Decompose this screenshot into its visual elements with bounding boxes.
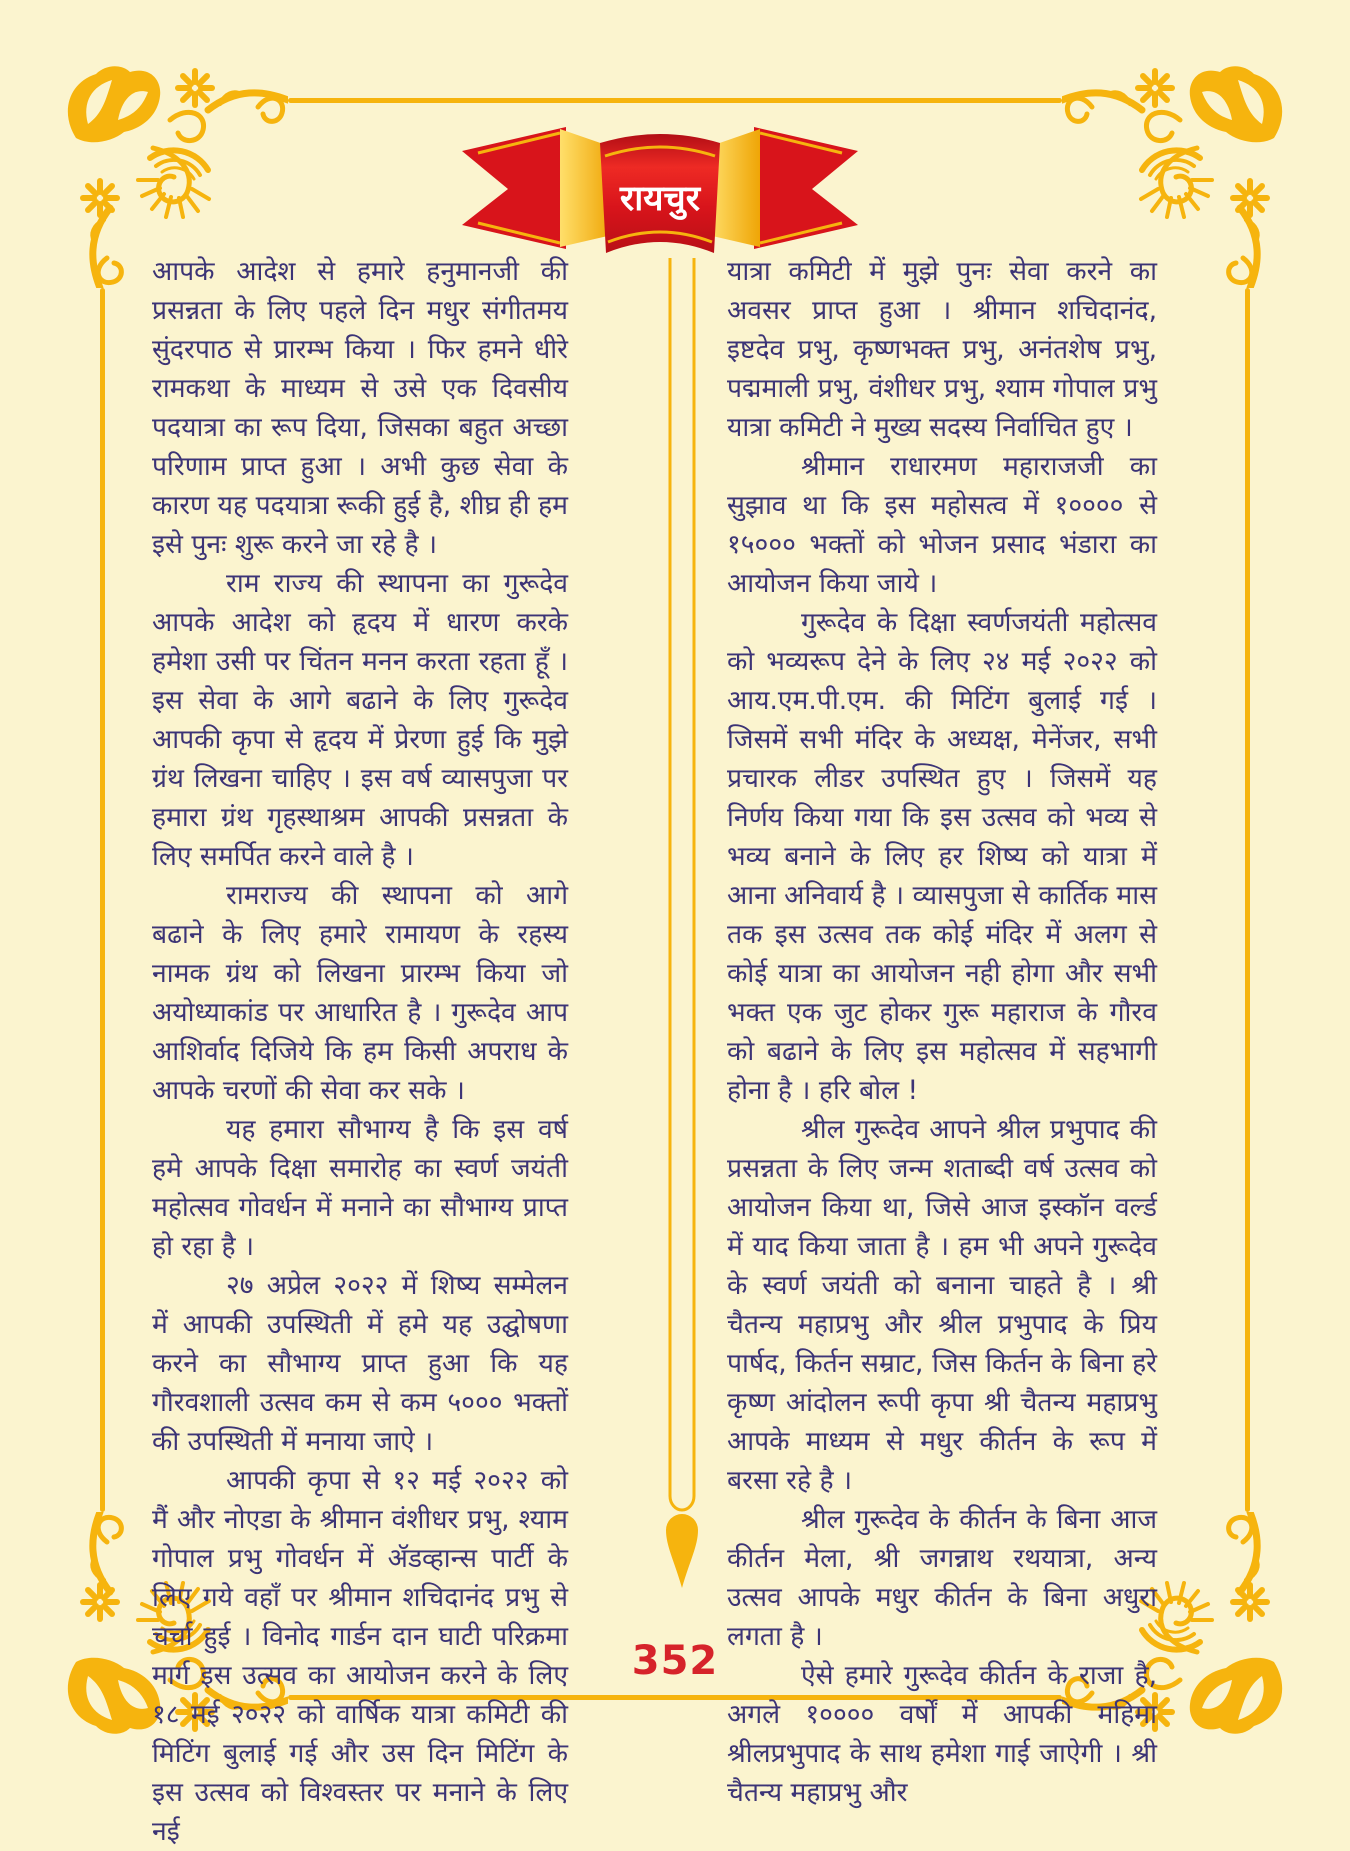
paragraph: २७ अप्रेल २०२२ में शिष्य सम्मेलन में आपकी उपस्थिती में हमे यह उद्घोषणा करने का सौभाग्य प्राप्त हुआ कि यह गौरवशाली उत्सव कम से कम ५००० भक्तों की उपस्थिती में मनाया जाऐ । <box>152 1270 568 1457</box>
frame-line-right <box>1245 288 1250 1512</box>
column-divider-icon <box>652 258 712 1590</box>
text-column-left <box>152 252 568 1847</box>
paragraph: आपकी कृपा से १२ मई २०२२ को मैं और नोएडा के श्रीमान वंशीधर प्रभु, श्याम गोपाल प्रभु गोवर्धन में ॲडव्हान्स पार्टी के लिए गये वहाँ पर श्रीमान शचिदानंद प्रभु से चर्चा हुई । विनोद गार्डन दान घाटी परिक्रमा मार्ग इस उत्सव का आयोजन करने के लिए १८ मई २०२२ को वार्षिक यात्रा कमिटी की मिटिंग बुलाई गई और उस दिन मिटिंग के इस उत्सव को विश्वस्तर पर मनाने के लिए नई <box>152 1465 568 1847</box>
paragraph: श्रील गुरूदेव के कीर्तन के बिना आज कीर्तन मेला, श्री जगन्नाथ रथयात्रा, अन्य उत्सव आपके मधुर कीर्तन के बिना अधुरा लगता है । <box>727 1504 1157 1652</box>
text-column-right <box>727 252 1157 1808</box>
ribbon-banner <box>450 103 870 263</box>
paragraph: श्रील गुरूदेव आपने श्रील प्रभुपाद की प्रसन्नता के लिए जन्म शताब्दी वर्ष उत्सव को आयोजन किया था, जिसे आज इस्कॉन वर्ल्ड में याद किया जाता है । हम भी अपने गुरूदेव के स्वर्ण जयंती को बनाना चाहते है । श्री चैतन्य महाप्रभु और श्रील प्रभुपाद के प्रिय पार्षद, किर्तन सम्राट, जिस किर्तन के बिना हरे कृष्ण आंदोलन रूपी कृपा श्री चैतन्य महाप्रभु आपके माध्यम से मधुर कीर्तन के रूप में बरसा रहे है । <box>727 1114 1157 1496</box>
paragraph: यात्रा कमिटी में मुझे पुनः सेवा करने का अवसर प्राप्त हुआ । श्रीमान शचिदानंद, इष्टदेव प्रभु, कृष्णभक्त प्रभु, अनंतशेष प्रभु, पद्ममाली प्रभु, वंशीधर प्रभु, श्याम गोपाल प्रभु यात्रा कमिटी ने मुख्य सदस्य निर्वाचित हुए । <box>727 256 1157 443</box>
paragraph: यह हमारा सौभाग्य है कि इस वर्ष हमे आपके दिक्षा समारोह का स्वर्ण जयंती महोत्सव गोवर्धन में मनाने का सौभाग्य प्राप्त हो रहा है । <box>152 1114 568 1262</box>
paragraph: रामराज्य की स्थापना को आगे बढाने के लिए हमारे रामायण के रहस्य नामक ग्रंथ को लिखना प्रारम्भ किया जो अयोध्याकांड पर आधारित है । गुरूदेव आप आशिर्वाद दिजिये कि हम किसी अपराध के आपके चरणों की सेवा कर सके । <box>152 880 568 1106</box>
paragraph: गुरूदेव के दिक्षा स्वर्णजयंती महोत्सव को भव्यरूप देने के लिए २४ मई २०२२ को आय.एम.पी.एम. की मिटिंग बुलाई गई । जिसमें सभी मंदिर के अध्यक्ष, मेनेंजर, सभी प्रचारक लीडर उपस्थित हुए । जिसमें यह निर्णय किया गया कि इस उत्सव को भव्य से भव्य बनाने के लिए हर शिष्य को यात्रा में आना अनिवार्य है । व्यासपुजा से कार्तिक मास तक इस उत्सव तक कोई मंदिर में अलग से कोई यात्रा का आयोजन नही होगा और सभी भक्त एक जुट होकर गुरू महाराज के गौरव को बढाने के लिए इस महोत्सव में सहभागी होना है । हरि बोल ! <box>727 607 1157 1106</box>
banner-title: रायचुर <box>619 179 701 219</box>
paragraph: राम राज्य की स्थापना का गुरूदेव आपके आदेश को हृदय में धारण करके हमेशा उसी पर चिंतन मनन करता रहता हूँ । इस सेवा के आगे बढाने के लिए गुरूदेव आपकी कृपा से हृदय में प्रेरणा हुई कि मुझे ग्रंथ लिखना चाहिए । इस वर्ष व्यासपुजा पर हमारा ग्रंथ गृहस्थाश्रम आपकी प्रसन्नता के लिए समर्पित करने वाले है । <box>152 568 568 872</box>
frame-line-left <box>100 288 105 1512</box>
paragraph: आपके आदेश से हमारे हनुमानजी की प्रसन्नता के लिए पहले दिन मधुर संगीतमय सुंदरपाठ से प्रारम्भ किया । फिर हमने धीरे रामकथा के माध्यम से उसे एक दिवसीय पदयात्रा का रूप दिया, जिसका बहुत अच्छा परिणाम प्राप्त हुआ । अभी कुछ सेवा के कारण यह पदयात्रा रूकी हुई है, शीघ्र ही हम इसे पुनः शुरू करने जा रहे है । <box>152 256 568 560</box>
page-number: 352 <box>631 1638 719 1684</box>
paragraph: ऐसे हमारे गुरूदेव कीर्तन के राजा है, अगले १०००० वर्षों में आपकी महिमा श्रीलप्रभुपाद के साथ हमेशा गाई जाऐगी । श्री चैतन्य महाप्रभु और <box>727 1660 1157 1808</box>
paragraph: श्रीमान राधारमण महाराजजी का सुझाव था कि इस महोसत्व में १०००० से १५००० भक्तों को भोजन प्रसाद भंडारा का आयोजन किया जाये । <box>727 451 1157 599</box>
